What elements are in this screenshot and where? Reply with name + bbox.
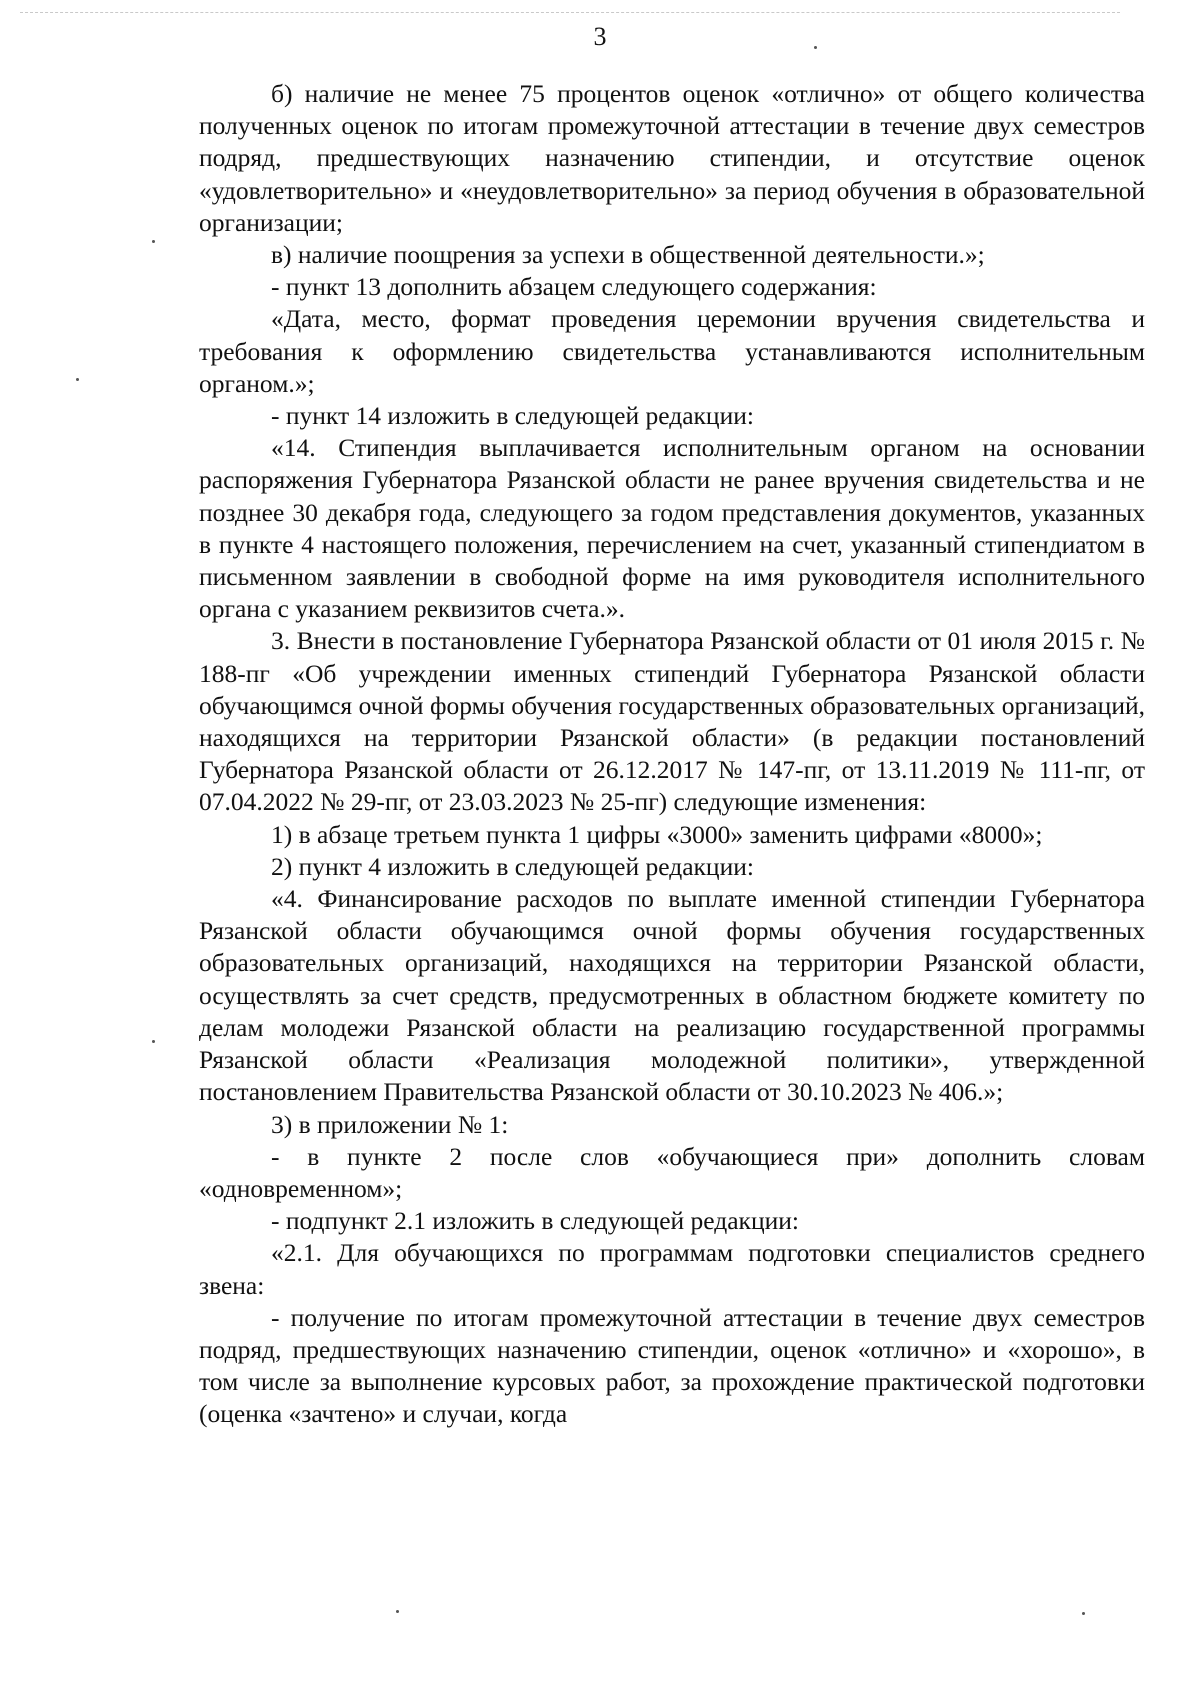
scan-speck	[814, 46, 817, 49]
paragraph: - подпункт 2.1 изложить в следующей редакции:	[271, 1206, 799, 1236]
scan-speck	[152, 1040, 155, 1043]
paragraph: «2.1. Для обучающихся по программам подготовки специалистов среднего звена:	[199, 1238, 1145, 1300]
page-number: 3	[593, 22, 607, 51]
paragraph: - в пункте 2 после слов «обучающиеся при» дополнить словам «одновременном»;	[199, 1141, 1145, 1203]
paragraph: 1) в абзаце третьем пункта 1 цифры «3000» заменить цифрами «8000»;	[271, 819, 1043, 849]
paragraph: б) наличие не менее 75 процентов оценок «отлично» от общего количества полученных оценок по итогам промежуточной аттестации в течение двух семестров подряд, предшествующих назначению стипендии, и отсутствие оценок «удовлетворительно» и «неудовлетворительно» за период обучения в образовательной организации;	[199, 79, 1145, 237]
scan-speck	[1082, 1612, 1085, 1615]
paragraph: 3) в приложении № 1:	[271, 1109, 509, 1139]
scan-speck	[396, 1610, 399, 1613]
paragraph: «14. Стипендия выплачивается исполнительным органом на основании распоряжения Губернатора Рязанской области не ранее вручения свидетельства и не позднее 30 декабря года, следующего за годом представления документов, указанных в пункте 4 настоящего положения, перечислением на счет, указанный стипендиатом в письменном заявлении в свободной форме на имя руководителя исполнительного органа с указанием реквизитов счета.».	[199, 433, 1145, 624]
paragraph: 2) пункт 4 изложить в следующей редакции:	[271, 851, 754, 881]
paragraph: 3. Внести в постановление Губернатора Рязанской области от 01 июля 2015 г. № 188-пг «Об учреждении именных стипендий Губернатора Рязанской области обучающимся очной формы обучения государственных образовательных организаций, находящихся на территории Рязанской области» (в редакции постановлений Губернатора Рязанской области от 26.12.2017 № 147-пг, от 13.11.2019 № 111-пг, от 07.04.2022 № 29-пг, от 23.03.2023 № 25-пг) следующие изменения:	[199, 626, 1145, 817]
paragraph: в) наличие поощрения за успехи в общественной деятельности.»;	[271, 240, 985, 270]
paragraph: «4. Финансирование расходов по выплате именной стипендии Губернатора Рязанской области обучающимся очной формы обучения государственных образовательных организаций, находящихся на территории Рязанской области, осуществлять за счет средств, предусмотренных в областном бюджете комитету по делам молодежи Рязанской области на реализацию государственной программы Рязанской области «Реализация молодежной политики», утвержденной постановлением Правительства Рязанской области от 30.10.2023 № 406.»;	[199, 884, 1145, 1107]
scan-speck	[152, 240, 155, 243]
scan-speck	[76, 378, 79, 381]
scan-edge	[20, 12, 1120, 13]
paragraph: - пункт 14 изложить в следующей редакции:	[271, 401, 754, 431]
paragraph: «Дата, место, формат проведения церемонии вручения свидетельства и требования к оформлению свидетельства устанавливаются исполнительным органом.»;	[199, 304, 1145, 398]
document-body	[199, 78, 1145, 1431]
paragraph: - пункт 13 дополнить абзацем следующего содержания:	[271, 272, 877, 302]
paragraph: - получение по итогам промежуточной аттестации в течение двух семестров подряд, предшествующих назначению стипендии, оценок «отлично» и «хорошо», в том числе за выполнение курсовых работ, за прохождение практической подготовки (оценка «зачтено» и случаи, когда	[199, 1302, 1145, 1429]
